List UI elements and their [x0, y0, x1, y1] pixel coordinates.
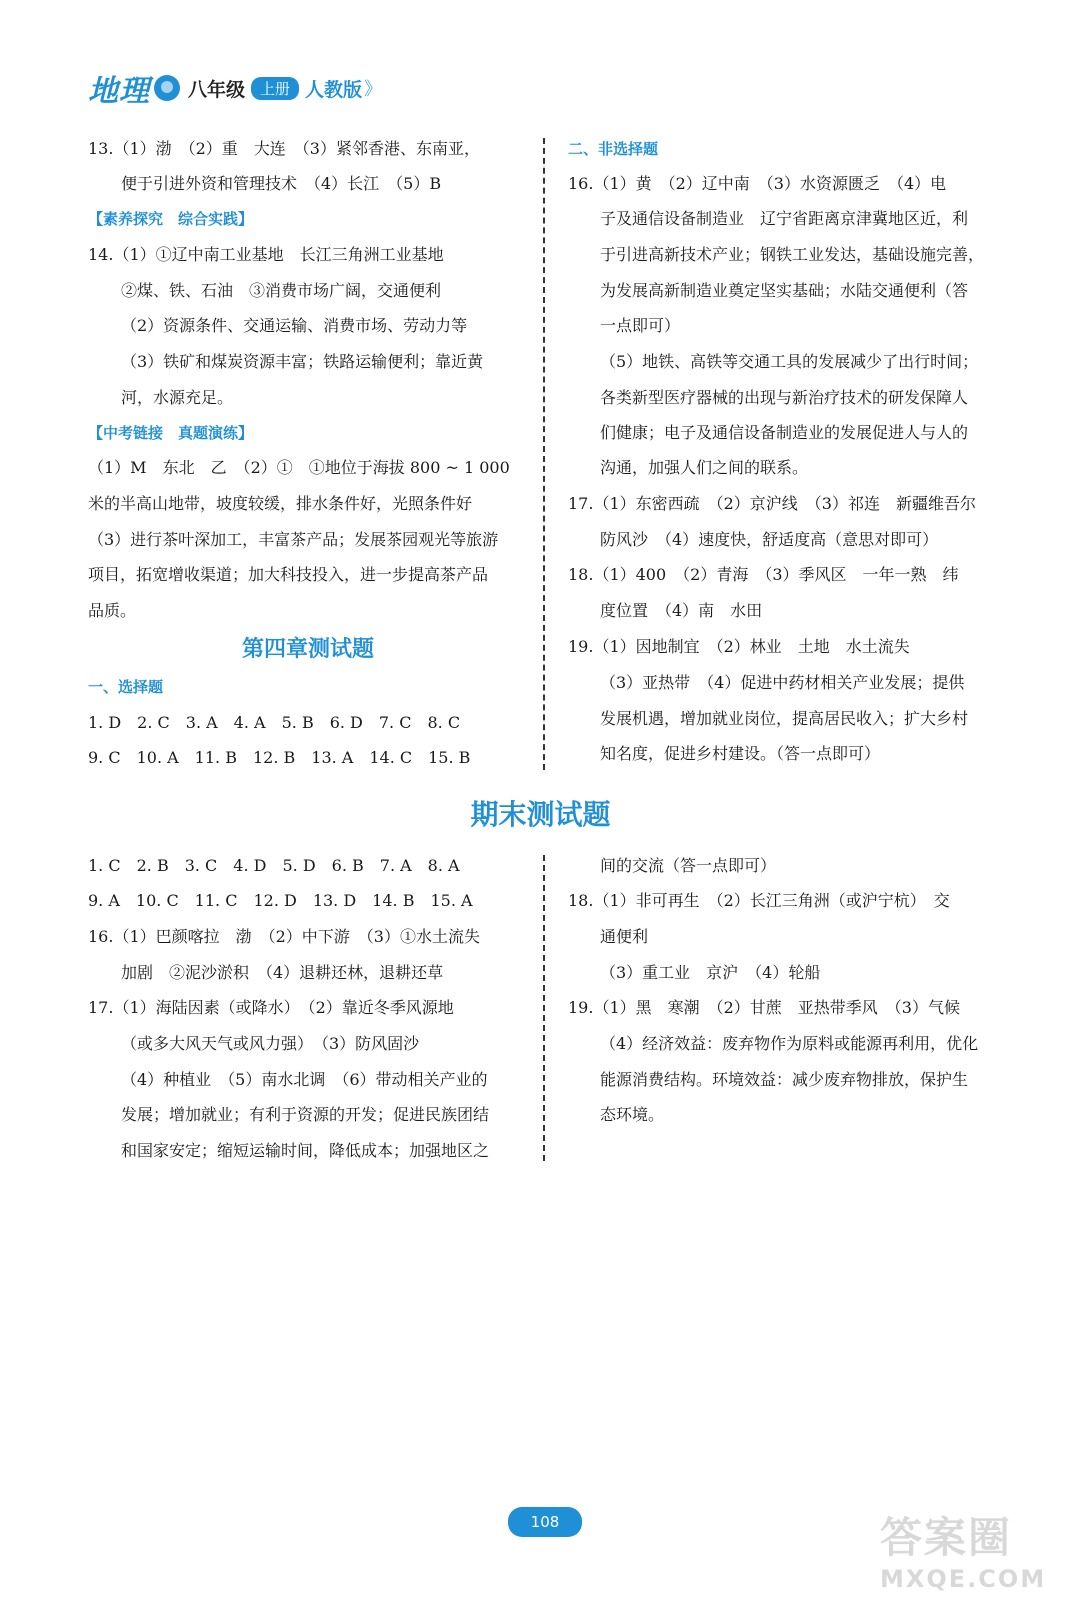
answer-line: 加剧 ②泥沙淤积 （4）退耕还林，退耕还草: [121, 963, 444, 982]
answer-line: 为发展高新制造业奠定坚实基础；水陆交通便利（答: [600, 281, 969, 300]
watermark-logo: [880, 1505, 1065, 1595]
answer-line: 9. C 10. A 11. B 12. B 13. A 14. C 15. B: [88, 748, 471, 767]
answer-line: 19.（1）黑 寒潮 （2）甘蔗 亚热带季风 （3）气候: [568, 998, 960, 1017]
answer-line: 19.（1）因地制宜 （2）林业 土地 水土流失: [568, 637, 910, 656]
answer-line: 发展机遇，增加就业岗位，提高居民收入；扩大乡村: [600, 709, 969, 728]
answer-line: （2）资源条件、交通运输、消费市场、劳动力等: [121, 316, 468, 335]
logo-badge-icon: [154, 75, 180, 101]
answer-line: （4）经济效益：废弃物作为原料或能源再利用，优化: [600, 1034, 979, 1053]
answer-line: 一点即可）: [600, 316, 681, 335]
section-heading: 二、非选择题: [568, 140, 659, 158]
answer-line: 18.（1）400 （2）青海 （3）季风区 一年一熟 纬: [568, 565, 959, 584]
answer-line: 13.（1）渤 （2）重 大连 （3）紧邻香港、东南亚，: [88, 139, 480, 158]
page-number: 108: [508, 1507, 582, 1537]
answer-line: 通便利: [600, 927, 649, 946]
answer-line: 米的半高山地带，坡度较缓，排水条件好，光照条件好: [88, 494, 473, 513]
answer-line: 河，水源充足。: [121, 388, 234, 407]
answer-line: 子及通信设备制造业 辽宁省距离京津冀地区近，利: [600, 209, 969, 228]
answer-line: 17.（1）东密西疏 （2）京沪线 （3）祁连 新疆维吾尔: [568, 494, 976, 513]
answer-line: （3）铁矿和煤炭资源丰富；铁路运输便利；靠近黄: [121, 352, 484, 371]
answer-line: （1）M 东北 乙 （2）① ①地位于海拔 800 ~ 1 000: [88, 458, 510, 477]
answer-line: 发展；增加就业；有利于资源的开发；促进民族团结: [121, 1105, 490, 1124]
answer-line: 品质。: [88, 601, 137, 620]
final-test-title: 期末测试题: [470, 798, 611, 831]
answer-line: 能源消费结构。环境效益：减少废弃物排放，保护生: [600, 1070, 969, 1089]
answer-line: 14.（1）①辽中南工业基地 长江三角洲工业基地: [88, 245, 444, 264]
answer-line: （5）地铁、高铁等交通工具的发展减少了出行时间；: [600, 352, 979, 371]
column-divider: [543, 855, 545, 1161]
book-header: [88, 70, 383, 109]
answer-line: 16.（1）巴颜喀拉 渤 （2）中下游 （3）①水土流失: [88, 927, 480, 946]
grade-label: 八年级: [188, 78, 246, 101]
answer-line: 沟通，加强人们之间的联系。: [600, 458, 809, 477]
answer-line: 18.（1）非可再生 （2）长江三角洲（或沪宁杭） 交: [568, 891, 950, 910]
answer-line: （3）重工业 京沪 （4）轮船: [600, 963, 821, 982]
answer-line: 于引进高新技术产业；钢铁工业发达，基础设施完善，: [600, 245, 985, 264]
answer-line: 间的交流（答一点即可）: [600, 856, 777, 875]
chapter4-title: 第四章测试题: [241, 637, 374, 662]
answer-line: 17.（1）海陆因素（或降水） （2）靠近冬季风源地: [88, 998, 454, 1017]
volume-badge: 上册: [251, 77, 299, 100]
answer-line: 防风沙 （4）速度快，舒适度高（意思对即可）: [600, 530, 939, 549]
edition-label: 人教版: [305, 78, 363, 101]
subject-logo: 地理: [88, 74, 150, 109]
answer-line: 各类新型医疗器械的出现与新治疗技术的研发保障人: [600, 388, 969, 407]
watermark-url: MXQE.COM: [880, 1565, 1047, 1593]
answer-line: 和国家安定；缩短运输时间，降低成本；加强地区之: [121, 1141, 490, 1160]
column-divider: [543, 138, 545, 770]
answer-line: 9. A 10. C 11. C 12. D 13. D 14. B 15. A: [88, 891, 473, 910]
chevron-icon: 》: [364, 79, 383, 100]
answer-line: 1. C 2. B 3. C 4. D 5. D 6. B 7. A 8. A: [88, 856, 460, 875]
watermark-text: 答案圈: [880, 1513, 1013, 1562]
section-heading: 【中考链接 真题演练】: [88, 424, 254, 442]
answer-line: 们健康；电子及通信设备制造业的发展促进人与人的: [600, 423, 969, 442]
answer-line: （4）种植业 （5）南水北调 （6）带动相关产业的: [121, 1070, 488, 1089]
section-heading: 【素养探究 综合实践】: [88, 210, 254, 228]
answer-line: 态环境。: [600, 1105, 665, 1124]
answer-line: 1. D 2. C 3. A 4. A 5. B 6. D 7. C 8. C: [88, 713, 461, 732]
answer-line: 项目，拓宽增收渠道；加大科技投入，进一步提高茶产品: [88, 565, 489, 584]
answer-line: 16.（1）黄 （2）辽中南 （3）水资源匮乏 （4）电: [568, 174, 947, 193]
section-heading: 一、选择题: [88, 678, 164, 696]
answer-line: （3）进行茶叶深加工，丰富茶产品；发展茶园观光等旅游: [88, 530, 499, 549]
answer-line: ②煤、铁、石油 ③消费市场广阔，交通便利: [121, 281, 442, 300]
answer-line: 知名度，促进乡村建设。（答一点即可）: [600, 744, 881, 763]
answer-line: （3）亚热带 （4）促进中药材相关产业发展；提供: [600, 673, 965, 692]
answer-line: 度位置 （4）南 水田: [600, 601, 763, 620]
answer-line: （或多大风天气或风力强） （3）防风固沙: [121, 1034, 420, 1053]
answer-line: 便于引进外资和管理技术 （4）长江 （5）B: [121, 174, 442, 193]
